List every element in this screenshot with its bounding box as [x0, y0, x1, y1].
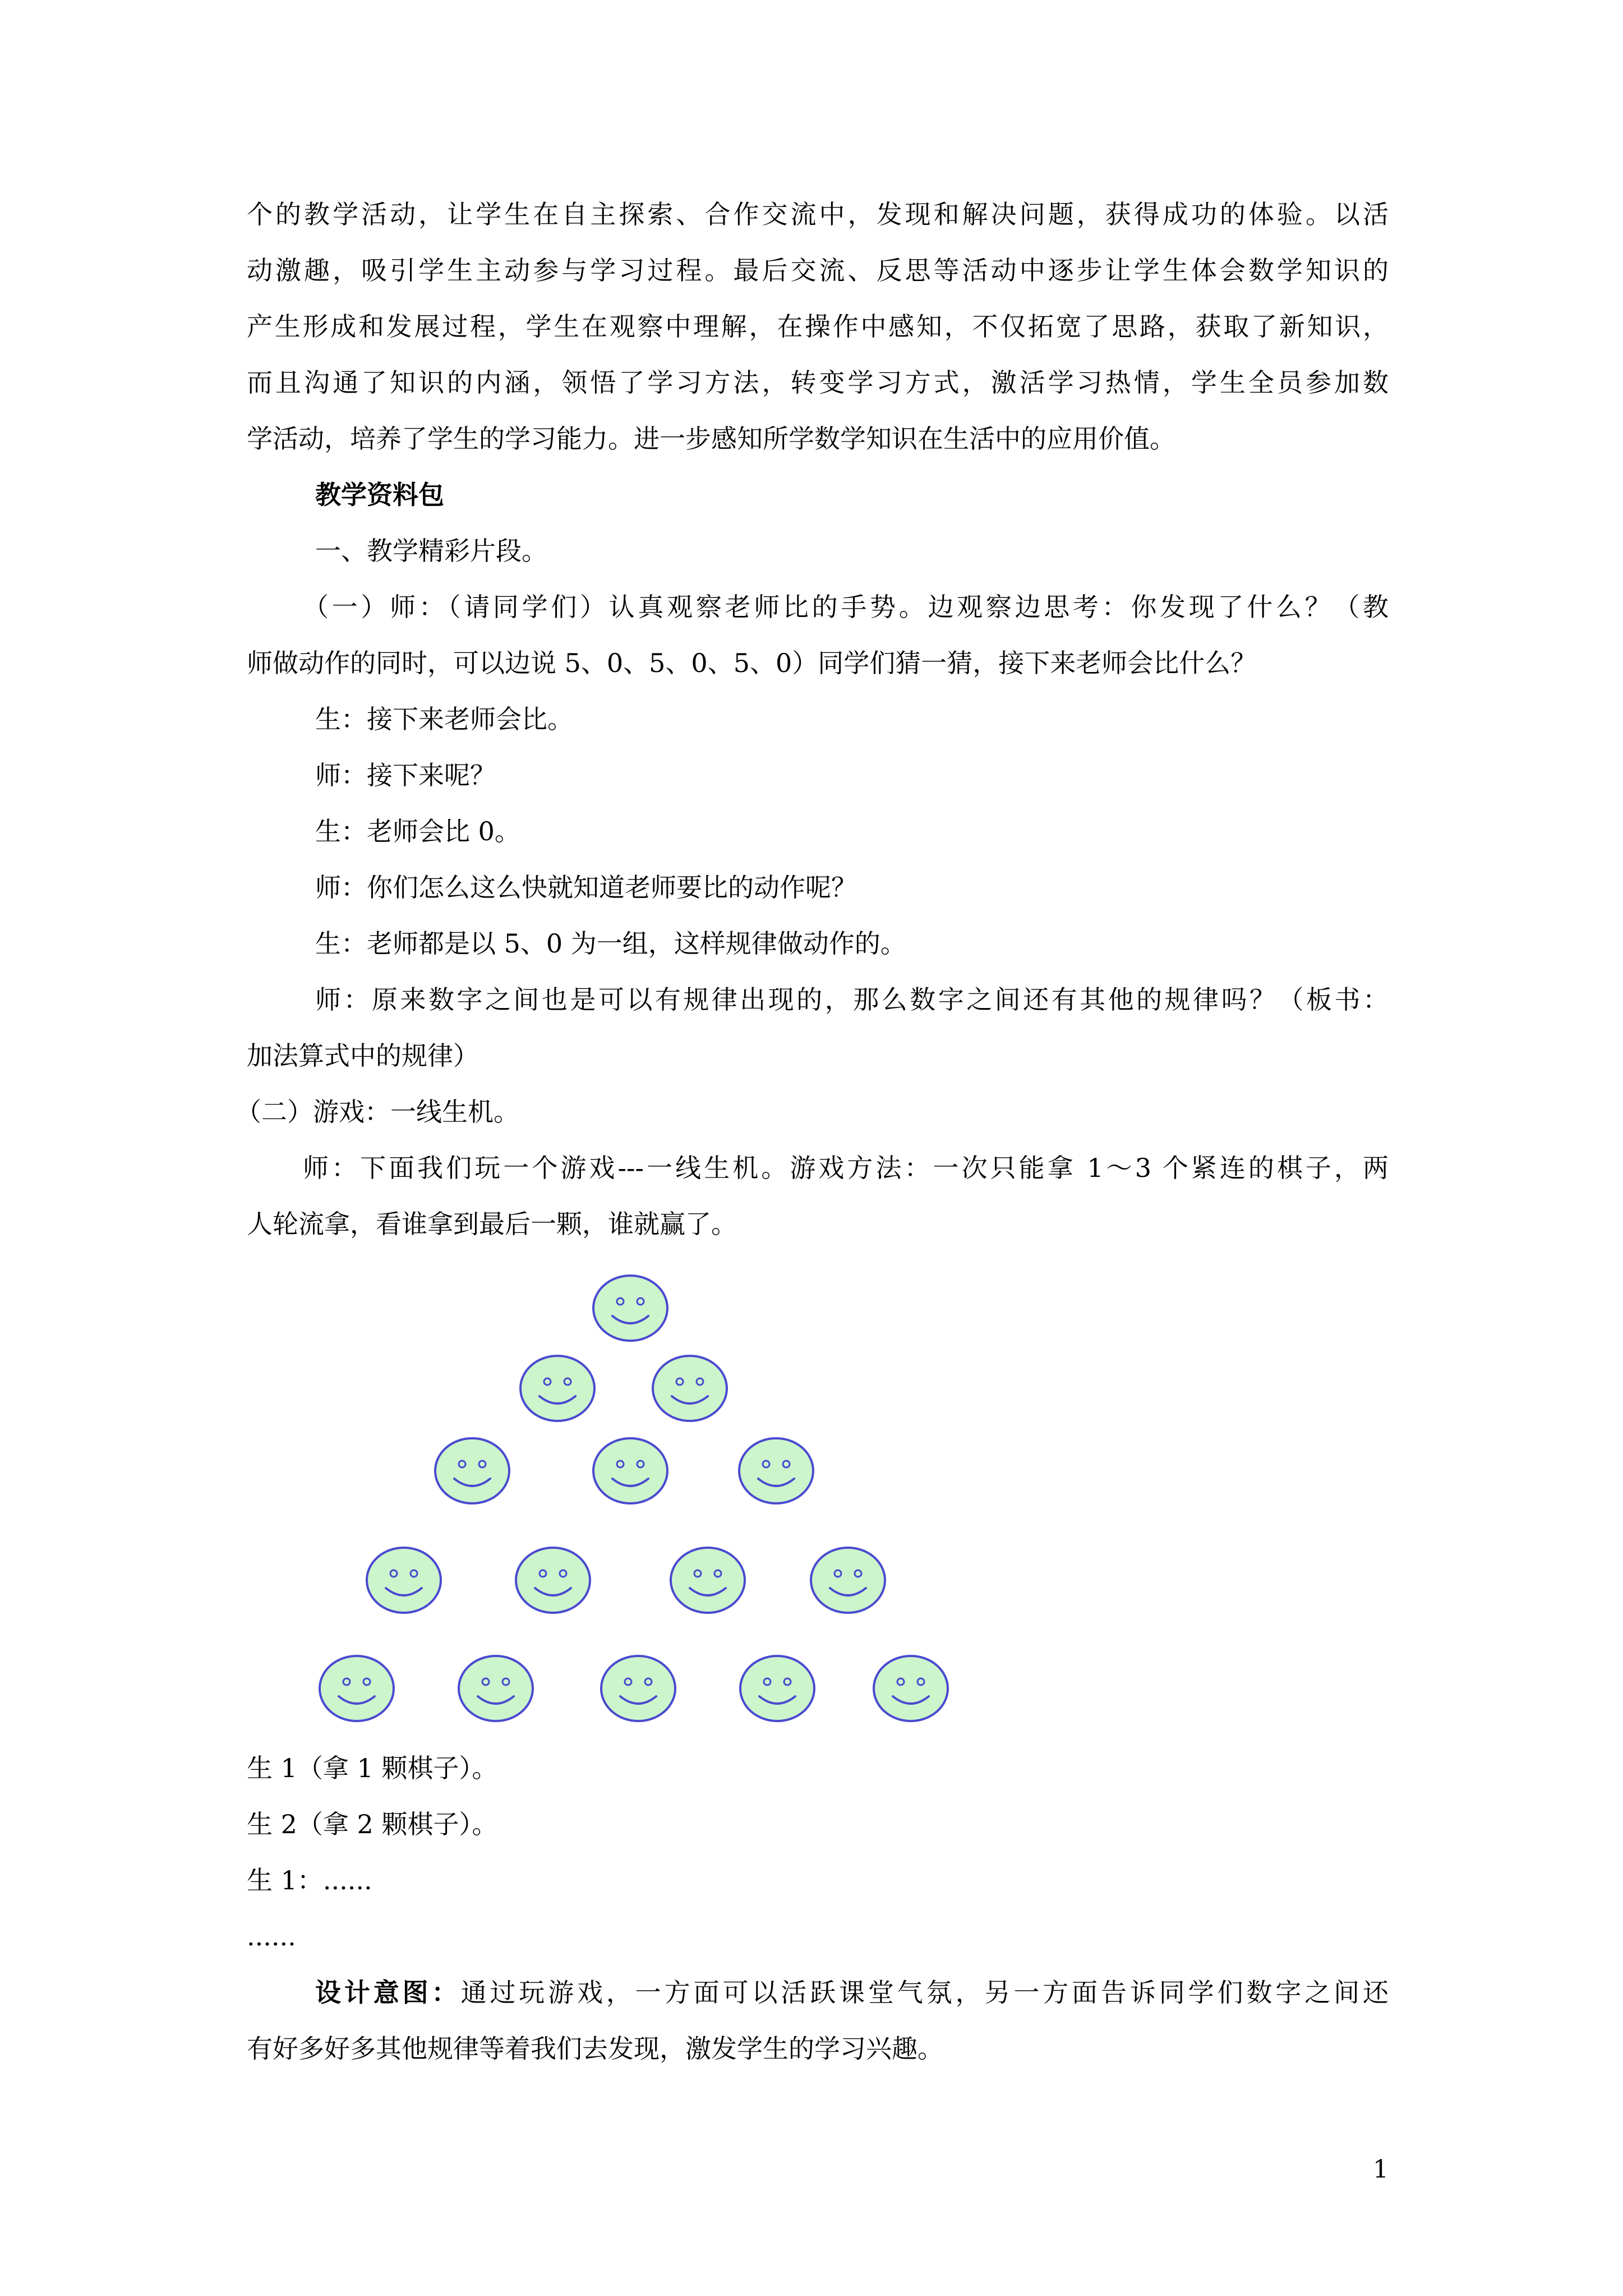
intro-line-2: 动激趣，吸引学生主动参与学习过程。最后交流、反思等活动中逐步让学生体会数学知识的 [247, 255, 1389, 286]
student-line-2: 生 2（拿 2 颗棋子）。 [247, 1809, 498, 1839]
dialogue-1: 生：接下来老师会比。 [315, 704, 573, 734]
part1-line-2: 师做动作的同时，可以边说 5、0、5、0、5、0）同学们猜一猜，接下来老师会比什么？ [247, 648, 1257, 678]
heading-teaching-pack: 教学资料包 [315, 480, 444, 510]
section-one-title: 一、教学精彩片段。 [315, 536, 547, 566]
dialogue-3: 生：老师会比 0。 [315, 816, 520, 846]
intro-line-4: 而且沟通了知识的内涵，领悟了学习方法，转变学习方式，激活学习热情，学生全员参加数 [247, 367, 1389, 398]
part2-line-1: 师：下面我们玩一个游戏---一线生机。游戏方法：一次只能拿 1～3 个紧连的棋子，两 [303, 1153, 1389, 1183]
design-intent-line-1 [315, 1976, 1389, 2009]
smiley-face-icon [516, 1548, 590, 1613]
smiley-face-icon [520, 1356, 594, 1421]
design-intent-text: 通过玩游戏，一方面可以活跃课堂气氛，另一方面告诉同学们数字之间还 [460, 1977, 1389, 2008]
intro-line-5: 学活动，培养了学生的学习能力。进一步感知所学数学知识在生活中的应用价值。 [247, 424, 1175, 454]
dialogue-5: 生：老师都是以 5、0 为一组，这样规律做动作的。 [315, 928, 906, 959]
smiley-face-icon [874, 1656, 948, 1721]
student-line-1: 生 1（拿 1 颗棋子）。 [247, 1753, 498, 1783]
part2-line-2: 人轮流拿，看谁拿到最后一颗，谁就赢了。 [247, 1209, 737, 1239]
smiley-face-icon [739, 1438, 813, 1503]
dialogue-2: 师：接下来呢？ [315, 760, 496, 790]
dialogue-6-line-1: 师：原来数字之间也是可以有规律出现的，那么数字之间还有其他的规律吗？（板书： [315, 984, 1389, 1015]
ellipsis-line: ...... [247, 1921, 296, 1952]
page-number: 1 [1373, 2155, 1389, 2184]
smiley-face-icon [593, 1276, 667, 1341]
smiley-face-icon [367, 1548, 441, 1613]
smiley-face-icon [811, 1548, 885, 1613]
smiley-face-icon [653, 1356, 727, 1421]
design-intent-label: 设计意图： [315, 1977, 461, 2008]
part2-title: （二）游戏：一线生机。 [236, 1097, 519, 1127]
dialogue-4: 师：你们怎么这么快就知道老师要比的动作呢？ [315, 872, 857, 903]
smiley-face-icon [601, 1656, 675, 1721]
smiley-face-icon [459, 1656, 533, 1721]
intro-line-3: 产生形成和发展过程，学生在观察中理解，在操作中感知，不仅拓宽了思路，获取了新知识， [247, 311, 1389, 342]
smiley-face-icon [320, 1656, 394, 1721]
student-line-3: 生 1：...... [247, 1865, 372, 1895]
smiley-face-icon [435, 1438, 509, 1503]
smiley-face-icon [740, 1656, 814, 1721]
dialogue-6-line-2: 加法算式中的规律） [247, 1041, 479, 1071]
intro-line-1: 个的教学活动，让学生在自主探索、合作交流中，发现和解决问题，获得成功的体验。以活 [247, 199, 1389, 229]
part1-line-1: （一）师：（请同学们）认真观察老师比的手势。边观察边思考：你发现了什么？（教 [303, 592, 1389, 622]
smiley-face-icon [671, 1548, 745, 1613]
design-intent-line-2: 有好多好多其他规律等着我们去发现，激发学生的学习兴趣。 [247, 2033, 943, 2064]
smiley-face-icon [593, 1438, 667, 1503]
